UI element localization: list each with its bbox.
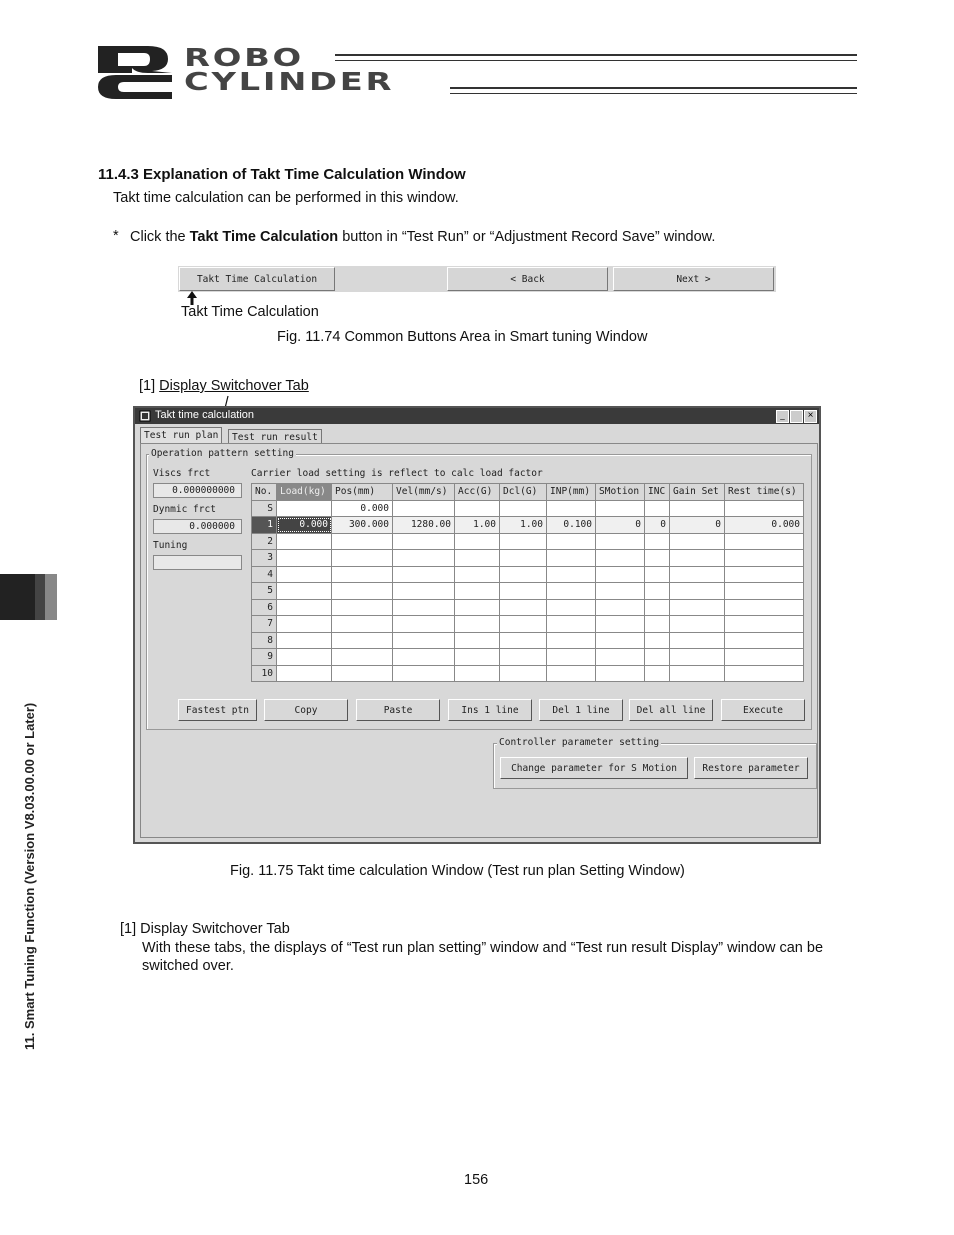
table-cell[interactable] (332, 566, 393, 583)
table-cell[interactable] (547, 665, 596, 682)
back-button[interactable]: < Back (447, 267, 608, 291)
table-cell[interactable] (645, 632, 670, 649)
row-number-cell: 3 (252, 550, 277, 567)
table-cell[interactable] (670, 616, 725, 633)
table-cell[interactable] (670, 649, 725, 666)
tab-test-run-plan[interactable]: Test run plan (140, 427, 222, 443)
table-cell[interactable] (547, 583, 596, 600)
table-cell[interactable] (670, 632, 725, 649)
table-cell[interactable] (596, 500, 645, 517)
table-cell[interactable] (547, 616, 596, 633)
table-cell[interactable] (500, 566, 547, 583)
table-row[interactable] (252, 616, 804, 633)
note-text: Click the Takt Time Calculation button in “Test Run” or “Adjustment Record Save” window. (130, 229, 716, 245)
table-cell[interactable] (393, 583, 455, 600)
table-cell[interactable] (670, 665, 725, 682)
table-cell[interactable] (393, 616, 455, 633)
table-cell[interactable] (670, 500, 725, 517)
window-titlebar (135, 408, 819, 424)
row-number-cell: 5 (252, 583, 277, 600)
table-cell[interactable] (725, 533, 804, 550)
explanation-title: [1] Display Switchover Tab (120, 921, 290, 937)
table-cell[interactable] (277, 533, 332, 550)
execute-button[interactable]: Execute (721, 699, 805, 721)
table-row[interactable] (252, 649, 804, 666)
controller-parameter-legend: Controller parameter setting (499, 737, 660, 748)
table-cell[interactable] (725, 550, 804, 567)
table-cell[interactable] (596, 665, 645, 682)
column-header[interactable]: Load(kg) (277, 484, 332, 501)
row-number-cell: 4 (252, 566, 277, 583)
table-cell[interactable]: 1.00 (455, 517, 500, 534)
column-header[interactable]: INP(mm) (547, 484, 596, 501)
table-cell[interactable] (645, 649, 670, 666)
logo-wordmark: ROBO CYLINDER (184, 43, 395, 96)
table-cell[interactable]: 0 (670, 517, 725, 534)
table-cell[interactable] (455, 649, 500, 666)
column-header[interactable]: No. (252, 484, 277, 501)
table-cell[interactable] (500, 649, 547, 666)
copy-button[interactable]: Copy (264, 699, 348, 721)
ins-1-line-button[interactable]: Ins 1 line (448, 699, 532, 721)
table-cell[interactable]: 0.100 (547, 517, 596, 534)
intro-text: Takt time calculation can be performed in this window. (113, 190, 459, 206)
minimize-icon[interactable]: _ (776, 410, 789, 423)
up-arrow-icon (186, 291, 198, 305)
table-cell[interactable] (455, 566, 500, 583)
operation-pattern-legend: Operation pattern setting (151, 448, 294, 459)
table-row[interactable] (252, 566, 804, 583)
viscous-friction-label: Viscs frct (153, 468, 211, 479)
table-cell[interactable] (332, 616, 393, 633)
robo-cylinder-logo-mark (96, 44, 176, 100)
column-header[interactable]: Acc(G) (455, 484, 500, 501)
table-cell[interactable] (332, 533, 393, 550)
table-cell[interactable] (596, 649, 645, 666)
logo-rule-top (335, 54, 857, 56)
table-cell[interactable] (645, 616, 670, 633)
table-cell[interactable] (393, 599, 455, 616)
row-number-cell: 2 (252, 533, 277, 550)
section-heading: 11.4.3 Explanation of Takt Time Calculation Window (98, 166, 466, 183)
dynamic-friction-label: Dynmic frct (153, 504, 216, 515)
page-number: 156 (464, 1172, 489, 1188)
table-cell[interactable] (596, 566, 645, 583)
table-cell[interactable] (393, 500, 455, 517)
table-cell[interactable] (725, 616, 804, 633)
table-cell[interactable] (277, 500, 332, 517)
table-cell[interactable] (277, 632, 332, 649)
fastest-ptn-button[interactable]: Fastest ptn (178, 699, 257, 721)
table-cell[interactable]: 1.00 (500, 517, 547, 534)
change-parameter-s-motion-button[interactable]: Change parameter for S Motion (500, 757, 688, 779)
table-cell[interactable] (670, 599, 725, 616)
table-cell[interactable] (500, 533, 547, 550)
table-cell[interactable] (670, 550, 725, 567)
table-cell[interactable] (393, 533, 455, 550)
table-cell[interactable] (725, 632, 804, 649)
paste-button[interactable]: Paste (356, 699, 440, 721)
tab-test-run-result[interactable]: Test run result (228, 429, 322, 443)
logo-rule-bottom-thin (450, 93, 857, 94)
table-cell[interactable] (277, 599, 332, 616)
pointer-label: Takt Time Calculation (181, 304, 319, 320)
table-cell[interactable] (332, 550, 393, 567)
table-cell[interactable] (332, 583, 393, 600)
table-cell[interactable] (547, 649, 596, 666)
table-cell[interactable] (277, 583, 332, 600)
fig75-caption: Fig. 11.75 Takt time calculation Window (Test run plan Setting Window) (230, 863, 685, 879)
table-cell[interactable] (393, 649, 455, 666)
table-cell[interactable] (455, 550, 500, 567)
viscous-friction-field[interactable]: 0.000000000 (153, 483, 242, 498)
table-cell[interactable] (500, 500, 547, 517)
chapter-tab-block (0, 574, 35, 620)
table-cell[interactable] (332, 649, 393, 666)
column-header[interactable]: Dcl(G) (500, 484, 547, 501)
chapter-side-label: 11. Smart Tuning Function (Version V8.03.00.00 or Later) (22, 702, 37, 1050)
column-header[interactable]: Rest time(s) (725, 484, 804, 501)
takt-time-window (133, 406, 821, 844)
table-cell[interactable] (547, 550, 596, 567)
explanation-text: With these tabs, the displays of “Test run plan setting” window and “Test run result Display” window can be switched over. (142, 940, 824, 974)
table-cell[interactable] (455, 632, 500, 649)
table-cell[interactable] (455, 533, 500, 550)
table-cell[interactable] (455, 583, 500, 600)
table-cell[interactable] (725, 500, 804, 517)
table-cell[interactable] (332, 665, 393, 682)
del-1-line-button[interactable]: Del 1 line (539, 699, 623, 721)
table-cell[interactable] (596, 550, 645, 567)
table-cell[interactable] (596, 583, 645, 600)
row-number-cell: 1 (252, 517, 277, 534)
fig74-caption: Fig. 11.74 Common Buttons Area in Smart tuning Window (277, 329, 648, 345)
table-cell[interactable] (645, 599, 670, 616)
table-cell[interactable] (455, 616, 500, 633)
table-cell[interactable] (500, 550, 547, 567)
table-cell[interactable] (725, 599, 804, 616)
tuning-label: Tuning (153, 540, 188, 551)
table-row[interactable] (252, 500, 804, 517)
table-cell[interactable] (393, 566, 455, 583)
chapter-tab-stripe (35, 574, 45, 620)
table-cell[interactable] (277, 616, 332, 633)
table-cell[interactable]: 0 (645, 517, 670, 534)
table-cell[interactable] (547, 500, 596, 517)
table-cell[interactable] (645, 566, 670, 583)
table-cell[interactable] (547, 533, 596, 550)
operation-pattern-table[interactable] (251, 483, 804, 682)
column-header[interactable]: Gain Set (670, 484, 725, 501)
logo-rule-bottom (450, 87, 857, 89)
table-cell[interactable]: 300.000 (332, 517, 393, 534)
table-row[interactable] (252, 550, 804, 567)
table-cell[interactable]: 0.000 (332, 500, 393, 517)
table-cell[interactable] (596, 599, 645, 616)
maximize-icon[interactable] (790, 410, 803, 423)
callout-label: [1] Display Switchover Tab (139, 378, 309, 394)
table-cell[interactable] (393, 665, 455, 682)
table-cell[interactable] (645, 583, 670, 600)
row-number-cell: 8 (252, 632, 277, 649)
chapter-tab-stripe-light (45, 574, 57, 620)
carrier-load-note: Carrier load setting is reflect to calc load factor (251, 468, 543, 479)
table-row[interactable] (252, 583, 804, 600)
table-cell[interactable] (393, 550, 455, 567)
table-cell[interactable] (500, 665, 547, 682)
table-cell[interactable] (500, 632, 547, 649)
table-cell[interactable] (725, 583, 804, 600)
table-cell[interactable] (393, 632, 455, 649)
table-cell[interactable] (277, 665, 332, 682)
close-icon[interactable]: × (804, 410, 817, 423)
table-cell[interactable] (645, 665, 670, 682)
table-cell[interactable] (547, 632, 596, 649)
table-cell[interactable] (277, 566, 332, 583)
table-cell[interactable] (725, 566, 804, 583)
table-cell[interactable] (500, 616, 547, 633)
table-cell[interactable] (547, 566, 596, 583)
table-cell[interactable]: 1280.00 (393, 517, 455, 534)
table-cell[interactable] (596, 616, 645, 633)
tuning-field[interactable] (153, 555, 242, 570)
column-header[interactable]: Vel(mm/s) (393, 484, 455, 501)
table-cell[interactable] (670, 583, 725, 600)
table-cell[interactable]: 0 (596, 517, 645, 534)
table-cell[interactable] (332, 599, 393, 616)
column-header[interactable]: SMotion (596, 484, 645, 501)
table-row[interactable] (252, 665, 804, 682)
takt-time-calculation-button[interactable]: Takt Time Calculation (179, 267, 335, 291)
row-number-cell: 6 (252, 599, 277, 616)
table-row[interactable] (252, 599, 804, 616)
del-all-line-button[interactable]: Del all line (629, 699, 713, 721)
restore-parameter-button[interactable]: Restore parameter (694, 757, 808, 779)
table-row[interactable] (252, 632, 804, 649)
table-cell[interactable] (455, 599, 500, 616)
row-number-cell: 7 (252, 616, 277, 633)
dynamic-friction-field[interactable]: 0.000000 (153, 519, 242, 534)
common-buttons-area (178, 266, 776, 292)
table-cell[interactable] (455, 665, 500, 682)
table-cell[interactable] (725, 665, 804, 682)
table-cell[interactable] (277, 649, 332, 666)
table-cell[interactable] (332, 632, 393, 649)
table-cell[interactable] (670, 566, 725, 583)
window-title: Takt time calculation (155, 409, 255, 421)
table-cell[interactable]: 0.000 (277, 517, 332, 534)
table-cell[interactable] (547, 599, 596, 616)
column-header[interactable]: INC (645, 484, 670, 501)
table-cell[interactable]: 0.000 (725, 517, 804, 534)
next-button[interactable]: Next > (613, 267, 774, 291)
column-header[interactable]: Pos(mm) (332, 484, 393, 501)
row-number-cell: 10 (252, 665, 277, 682)
table-cell[interactable] (277, 550, 332, 567)
table-row[interactable] (252, 517, 804, 534)
table-cell[interactable] (670, 533, 725, 550)
table-cell[interactable] (500, 599, 547, 616)
app-icon (139, 410, 151, 422)
table-cell[interactable] (596, 632, 645, 649)
table-row[interactable] (252, 533, 804, 550)
table-cell[interactable] (455, 500, 500, 517)
table-cell[interactable] (645, 500, 670, 517)
row-number-cell: S (252, 500, 277, 517)
logo-rule-top-thin (335, 60, 857, 61)
table-cell[interactable] (500, 583, 547, 600)
note-star: * (113, 228, 119, 244)
table-cell[interactable] (645, 550, 670, 567)
table-cell[interactable] (596, 533, 645, 550)
table-cell[interactable] (645, 533, 670, 550)
table-cell[interactable] (725, 649, 804, 666)
row-number-cell: 9 (252, 649, 277, 666)
